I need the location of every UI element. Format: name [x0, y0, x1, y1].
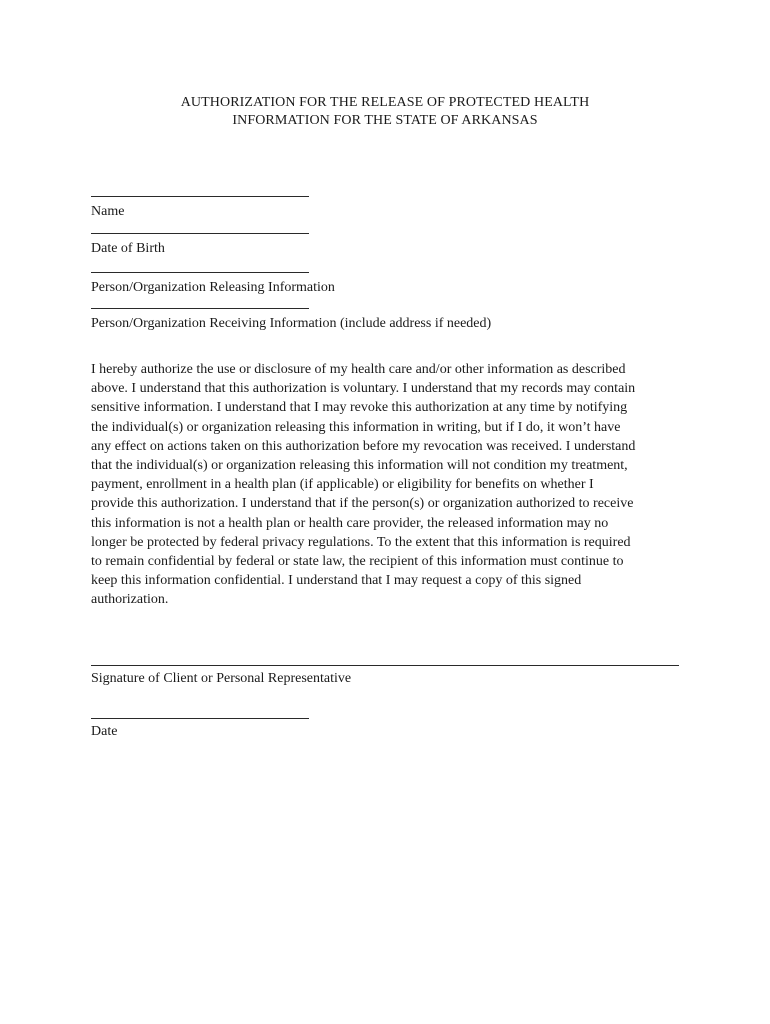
signature-label: Signature of Client or Personal Representative [91, 671, 352, 686]
signature-field[interactable] [91, 665, 679, 688]
name-field[interactable] [91, 196, 309, 221]
signature-blank-line[interactable] [91, 665, 679, 666]
statement-line: payment, enrollment in a health plan (if applicable) or eligibility for benefits on whether I [91, 477, 594, 493]
title-line-2: INFORMATION FOR THE STATE OF ARKANSAS [232, 113, 538, 128]
statement-line: keep this information confidential. I understand that I may request a copy of this signed [91, 573, 582, 589]
releasing-party-label: Person/Organization Releasing Information [91, 280, 335, 295]
date-of-birth-field[interactable] [91, 233, 309, 258]
receiving-party-field[interactable] [91, 308, 491, 333]
statement-line: any effect on actions taken on this authorization before my revocation was received. I understand [91, 438, 636, 454]
releasing-party-field[interactable] [91, 272, 335, 297]
statement-line: to remain confidential by federal or state law, the recipient of this information must continue to [91, 554, 624, 570]
date-of-birth-blank-line[interactable] [91, 233, 309, 234]
statement-line: longer be protected by federal privacy regulations. To the extent that this information is required [91, 534, 631, 550]
name-blank-line[interactable] [91, 196, 309, 197]
receiving-party-blank-line[interactable] [91, 308, 309, 309]
statement-line: I hereby authorize the use or disclosure of my health care and/or other information as described [91, 362, 626, 377]
statement-line: this information is not a health plan or health care provider, the released information may no [91, 515, 609, 531]
authorization-statement [91, 360, 691, 610]
name-label: Name [91, 204, 125, 219]
receiving-party-label: Person/Organization Receiving Information (include address if needed) [91, 316, 492, 331]
statement-line: sensitive information. I understand that I may revoke this authorization at any time by notifying [91, 400, 628, 416]
signature-date-label: Date [91, 724, 118, 739]
title-line-1: AUTHORIZATION FOR THE RELEASE OF PROTECTED HEALTH [180, 95, 590, 110]
releasing-party-blank-line[interactable] [91, 272, 309, 273]
statement-line: the individual(s) or organization releasing this information in writing, but if I do, it won’t have [91, 419, 621, 435]
signature-date-blank-line[interactable] [91, 718, 309, 719]
statement-line: above. I understand that this authorization is voluntary. I understand that my records may contain [91, 381, 636, 397]
statement-line: that the individual(s) or organization releasing this information will not condition my treatment, [91, 458, 628, 474]
statement-line: provide this authorization. I understand that if the person(s) or organization authorized to receive [91, 496, 634, 512]
document-title [0, 94, 770, 130]
signature-date-field[interactable] [91, 718, 309, 741]
date-of-birth-label: Date of Birth [91, 241, 165, 256]
statement-line: authorization. [91, 592, 169, 608]
